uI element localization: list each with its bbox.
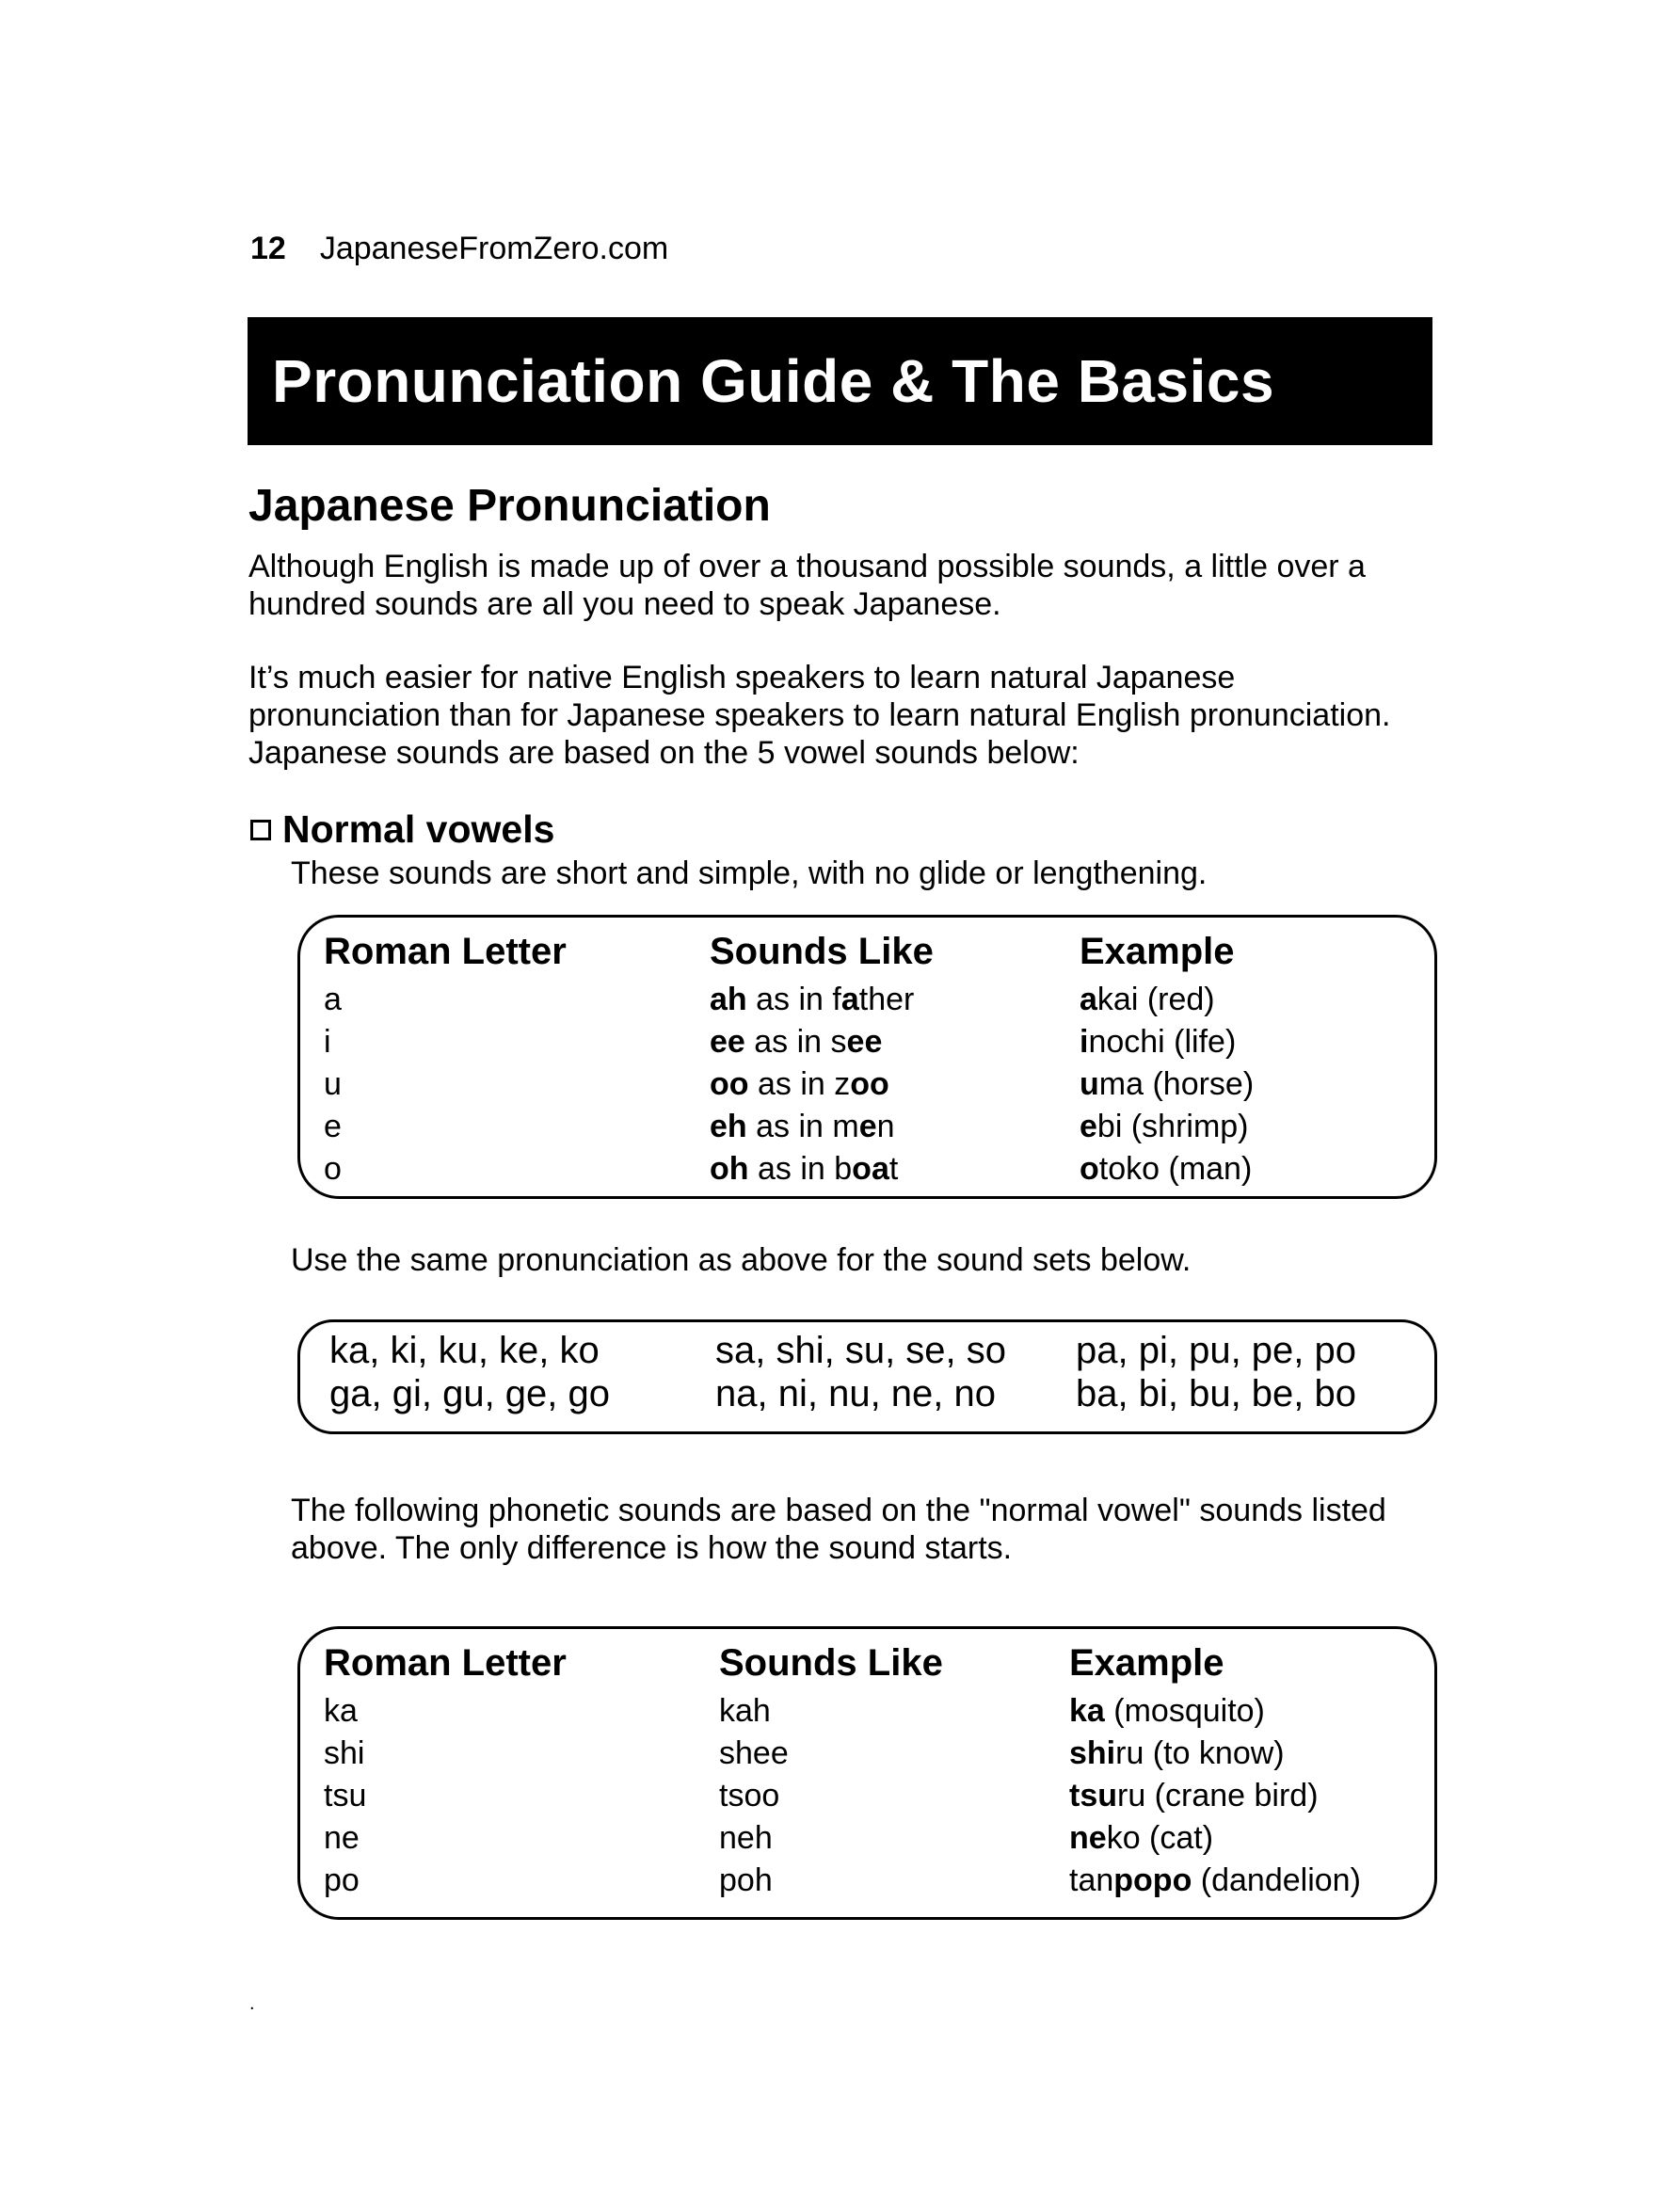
- text-fragment: ne: [324, 1820, 360, 1856]
- page-header: [250, 231, 668, 267]
- roman-letter-cell-text: [324, 1820, 360, 1856]
- roman-letter-cell: [324, 1693, 358, 1730]
- text-fragment: ther: [858, 982, 915, 1017]
- text-line: hundred sounds are all you need to speak Japanese.: [248, 586, 1001, 622]
- roman-letter-cell: [324, 1820, 360, 1857]
- sounds-like-cell-text: [710, 1151, 898, 1187]
- sounds-like-cell: [710, 982, 914, 1018]
- intro-paragraph-2: [248, 659, 1453, 772]
- text-fragment: ma (horse): [1098, 1066, 1255, 1102]
- text-fragment: shi: [324, 1735, 365, 1771]
- phonetic-intro: [291, 1492, 1467, 1567]
- example-cell-text: [1080, 1024, 1236, 1060]
- bold-fragment: e: [858, 1109, 877, 1144]
- roman-letter-cell-text: [324, 1024, 331, 1060]
- example-cell-text: [1069, 1862, 1361, 1898]
- roman-letter-cell: [324, 1735, 364, 1772]
- roman-letter-cell: [324, 1778, 366, 1814]
- roman-letter-cell-text: [324, 1778, 366, 1814]
- text-fragment: u: [324, 1066, 342, 1102]
- bold-fragment: ee: [710, 1024, 745, 1060]
- text-fragment: i: [324, 1024, 331, 1060]
- text-fragment: n: [876, 1109, 895, 1144]
- footer-mark: .: [249, 1993, 255, 2014]
- text-fragment: (mosquito): [1104, 1693, 1265, 1729]
- intro-paragraph-1: [248, 548, 1453, 623]
- sound-set: ka, ki, ku, ke, ko: [329, 1330, 600, 1371]
- bold-fragment: i: [1080, 1024, 1089, 1060]
- sounds-like-cell: [719, 1693, 771, 1730]
- normal-vowels-heading-text: Normal vowels: [282, 807, 555, 851]
- sound-set: pa, pi, pu, pe, po: [1076, 1330, 1357, 1371]
- bold-fragment: o: [1080, 1151, 1099, 1187]
- sounds-like-cell-text: [719, 1778, 779, 1814]
- example-cell-text: [1080, 982, 1215, 1017]
- bold-fragment: oo: [710, 1066, 749, 1102]
- site-name: JapaneseFromZero.com: [319, 231, 669, 266]
- sounds-like-cell: [710, 1024, 882, 1061]
- text-fragment: po: [324, 1862, 360, 1898]
- page-number: 12: [250, 231, 286, 266]
- text-line: Japanese sounds are based on the 5 vowel sounds below:: [248, 735, 1080, 771]
- sound-set: na, ni, nu, ne, no: [715, 1373, 997, 1414]
- sounds-like-cell-text: [710, 982, 914, 1017]
- text-fragment: as in m: [746, 1109, 859, 1144]
- sounds-like-cell: [719, 1820, 773, 1857]
- example-cell-text: [1069, 1820, 1213, 1856]
- column-header-sounds-like: Sounds Like: [710, 931, 934, 972]
- text-fragment: o: [324, 1151, 342, 1187]
- bold-fragment: ee: [846, 1024, 883, 1060]
- bold-fragment: shi: [1069, 1735, 1116, 1771]
- sounds-like-cell-text: [719, 1693, 771, 1729]
- text-fragment: as in s: [744, 1024, 847, 1060]
- sounds-like-cell-text: [719, 1862, 773, 1898]
- text-line: The following phonetic sounds are based on the "normal vowel" sounds listed: [291, 1493, 1386, 1528]
- text-fragment: e: [324, 1109, 342, 1144]
- column-header-sounds-like: Sounds Like: [719, 1642, 943, 1684]
- example-cell: [1069, 1862, 1361, 1899]
- roman-letter-cell-text: [324, 1862, 360, 1898]
- text-fragment: ka: [324, 1693, 358, 1729]
- example-cell-text: [1069, 1778, 1319, 1814]
- sound-sets-intro: Use the same pronunciation as above for the sound sets below.: [291, 1242, 1192, 1278]
- normal-vowels-description: These sounds are short and simple, with no glide or lengthening.: [291, 855, 1208, 891]
- example-cell-text: [1069, 1735, 1285, 1771]
- example-cell: [1069, 1820, 1213, 1857]
- sounds-like-cell: [710, 1109, 895, 1145]
- text-fragment: poh: [719, 1862, 773, 1898]
- bold-fragment: oh: [710, 1151, 749, 1187]
- example-cell-text: [1080, 1066, 1254, 1102]
- example-cell-text: [1080, 1151, 1252, 1187]
- roman-letter-cell: [324, 982, 342, 1018]
- checkbox-icon: [250, 820, 271, 840]
- roman-letter-cell-text: [324, 1693, 358, 1729]
- text-fragment: bi (shrimp): [1096, 1109, 1249, 1144]
- bold-fragment: eh: [710, 1109, 747, 1144]
- example-cell: [1069, 1735, 1285, 1772]
- section-heading: Japanese Pronunciation: [248, 481, 771, 531]
- text-fragment: (dandelion): [1192, 1862, 1361, 1898]
- text-fragment: as in f: [746, 982, 841, 1017]
- text-line: above. The only difference is how the sound starts.: [291, 1530, 1013, 1566]
- text-line: It’s much easier for native English speakers to learn natural Japanese: [248, 660, 1236, 695]
- sounds-like-cell: [710, 1151, 898, 1188]
- text-fragment: nochi (life): [1088, 1024, 1237, 1060]
- roman-letter-cell-text: [324, 1151, 342, 1187]
- text-line: pronunciation than for Japanese speakers to learn natural English pronunciation.: [248, 697, 1391, 733]
- text-fragment: neh: [719, 1820, 773, 1856]
- sound-sets-box: [297, 1319, 1437, 1434]
- roman-letter-cell-text: [324, 1066, 342, 1102]
- text-fragment: kai (red): [1096, 982, 1215, 1017]
- bold-fragment: oa: [852, 1151, 889, 1187]
- column-header-example: Example: [1069, 1642, 1224, 1684]
- roman-letter-cell: [324, 1066, 342, 1103]
- example-cell: [1080, 1151, 1252, 1188]
- text-fragment: a: [324, 982, 342, 1017]
- text-fragment: as in z: [748, 1066, 851, 1102]
- sounds-like-cell: [719, 1778, 779, 1814]
- bold-fragment: ne: [1069, 1820, 1107, 1856]
- text-fragment: tsu: [324, 1778, 367, 1814]
- roman-letter-cell: [324, 1862, 360, 1899]
- sounds-like-cell-text: [710, 1109, 895, 1144]
- sounds-like-cell-text: [719, 1820, 773, 1856]
- bold-fragment: ka: [1069, 1693, 1105, 1729]
- column-header-roman-letter: Roman Letter: [324, 931, 567, 972]
- text-fragment: ru (to know): [1115, 1735, 1285, 1771]
- bold-fragment: a: [840, 982, 859, 1017]
- text-fragment: shee: [719, 1735, 789, 1771]
- example-cell: [1069, 1778, 1319, 1814]
- roman-letter-cell-text: [324, 1109, 342, 1144]
- text-fragment: ko (cat): [1106, 1820, 1214, 1856]
- text-line: Although English is made up of over a thousand possible sounds, a little over a: [248, 549, 1366, 584]
- sounds-like-cell-text: [710, 1066, 889, 1102]
- page-title: Pronunciation Guide & The Basics: [272, 347, 1275, 415]
- roman-letter-cell: [324, 1109, 342, 1145]
- example-cell: [1080, 1066, 1254, 1103]
- bold-fragment: popo: [1113, 1862, 1192, 1898]
- text-fragment: kah: [719, 1693, 771, 1729]
- example-cell: [1080, 1109, 1249, 1145]
- example-cell: [1069, 1693, 1265, 1730]
- text-fragment: as in b: [748, 1151, 853, 1187]
- text-fragment: toko (man): [1098, 1151, 1253, 1187]
- bold-fragment: e: [1080, 1109, 1097, 1144]
- title-banner: [248, 317, 1432, 445]
- example-cell: [1080, 982, 1215, 1018]
- normal-vowels-table: [297, 915, 1437, 1199]
- bold-fragment: u: [1080, 1066, 1099, 1102]
- example-cell-text: [1080, 1109, 1249, 1144]
- roman-letter-cell: [324, 1151, 342, 1188]
- sounds-like-cell: [710, 1066, 889, 1103]
- example-cell: [1080, 1024, 1236, 1061]
- sounds-like-cell: [719, 1735, 789, 1772]
- phonetic-table: [297, 1626, 1437, 1920]
- text-fragment: t: [888, 1151, 899, 1187]
- sound-set: ba, bi, bu, be, bo: [1076, 1373, 1357, 1414]
- text-fragment: ru (crane bird): [1117, 1778, 1319, 1814]
- bold-fragment: a: [1080, 982, 1097, 1017]
- bold-fragment: ah: [710, 982, 747, 1017]
- roman-letter-cell: [324, 1024, 331, 1061]
- bold-fragment: oo: [850, 1066, 889, 1102]
- sound-set: ga, gi, gu, ge, go: [329, 1373, 611, 1414]
- normal-vowels-heading: [250, 807, 554, 852]
- sound-set: sa, shi, su, se, so: [715, 1330, 1007, 1371]
- sounds-like-cell-text: [719, 1735, 789, 1771]
- column-header-example: Example: [1080, 931, 1235, 972]
- roman-letter-cell-text: [324, 1735, 364, 1771]
- sounds-like-cell: [719, 1862, 773, 1899]
- example-cell-text: [1069, 1693, 1265, 1729]
- bold-fragment: tsu: [1069, 1778, 1117, 1814]
- roman-letter-cell-text: [324, 982, 342, 1017]
- column-header-roman-letter: Roman Letter: [324, 1642, 567, 1684]
- text-fragment: tan: [1069, 1862, 1114, 1898]
- sounds-like-cell-text: [710, 1024, 882, 1060]
- text-fragment: tsoo: [719, 1778, 780, 1814]
